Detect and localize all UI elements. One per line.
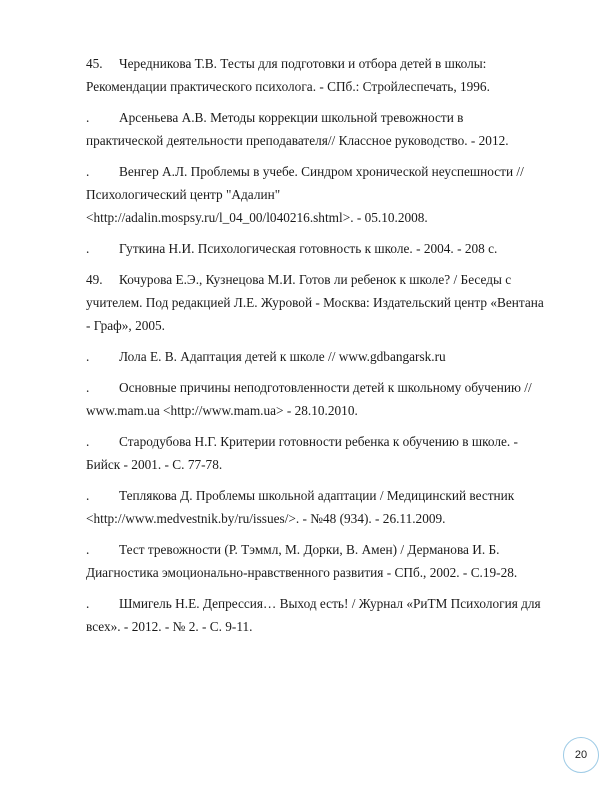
reference-text: Основные причины неподготовленности детей к школьному обучению // www.mam.ua <http://www.mam.ua> - 28.10.2010. (86, 380, 532, 418)
reference-item (86, 538, 574, 584)
reference-list (86, 52, 574, 646)
reference-item (86, 376, 574, 422)
reference-item (86, 430, 574, 476)
reference-item (86, 268, 574, 337)
reference-text: Арсеньева А.В. Методы коррекции школьной тревожности в практической деятельности преподавателя// Классное руководство. - 2012. (86, 110, 509, 148)
reference-number: . (86, 164, 90, 179)
reference-item (86, 237, 574, 260)
reference-text: Кочурова Е.Э., Кузнецова М.И. Готов ли ребенок к школе? / Беседы с учителем. Под редакцией Л.Е. Журовой - Москва: Издательский центр «Вентана - Граф», 2005. (86, 272, 544, 333)
reference-number: . (86, 434, 90, 449)
reference-text: Стародубова Н.Г. Критерии готовности ребенка к обучению в школе. - Бийск - 2001. - С. 77-78. (86, 434, 518, 472)
reference-number: . (86, 542, 90, 557)
reference-text: Чередникова Т.В. Тесты для подготовки и отбора детей в школы: Рекомендации практического психолога. - СПб.: Стройлеспечать, 1996. (86, 56, 490, 94)
reference-number: . (86, 110, 90, 125)
reference-item (86, 160, 574, 229)
reference-number: 49. (86, 272, 103, 287)
reference-item (86, 345, 574, 368)
reference-item (86, 592, 574, 638)
reference-text: Тест тревожности (Р. Тэммл, М. Дорки, В. Амен) / Дерманова И. Б. Диагностика эмоционально-нравственного развития - СПб., 2002. - С.19-28. (86, 542, 518, 580)
reference-number: . (86, 596, 90, 611)
reference-text: Венгер А.Л. Проблемы в учебе. Синдром хронической неуспешности // Психологический центр "Адалин" <http://adalin.mospsy.ru/l_04_00/l040216.shtml>. - 05.10.2008. (86, 164, 524, 225)
reference-item (86, 106, 574, 152)
reference-number: . (86, 380, 90, 395)
reference-item (86, 52, 574, 98)
reference-number: 45. (86, 56, 103, 71)
reference-text: Гуткина Н.И. Психологическая готовность к школе. - 2004. - 208 с. (119, 241, 498, 256)
page-number-badge: 20 (563, 737, 599, 773)
reference-text: Шмигель Н.Е. Депрессия… Выход есть! / Журнал «РиТМ Психология для всех». - 2012. - № 2. - С. 9-11. (86, 596, 541, 634)
reference-text: Теплякова Д. Проблемы школьной адаптации / Медицинский вестник <http://www.medvestnik.by/ru/issues/>. - №48 (934). - 26.11.2009. (86, 488, 515, 526)
reference-number: . (86, 241, 90, 256)
reference-number: . (86, 349, 90, 364)
reference-number: . (86, 488, 90, 503)
reference-item (86, 484, 574, 530)
reference-text: Лола Е. В. Адаптация детей к школе // www.gdbangarsk.ru (119, 349, 446, 364)
